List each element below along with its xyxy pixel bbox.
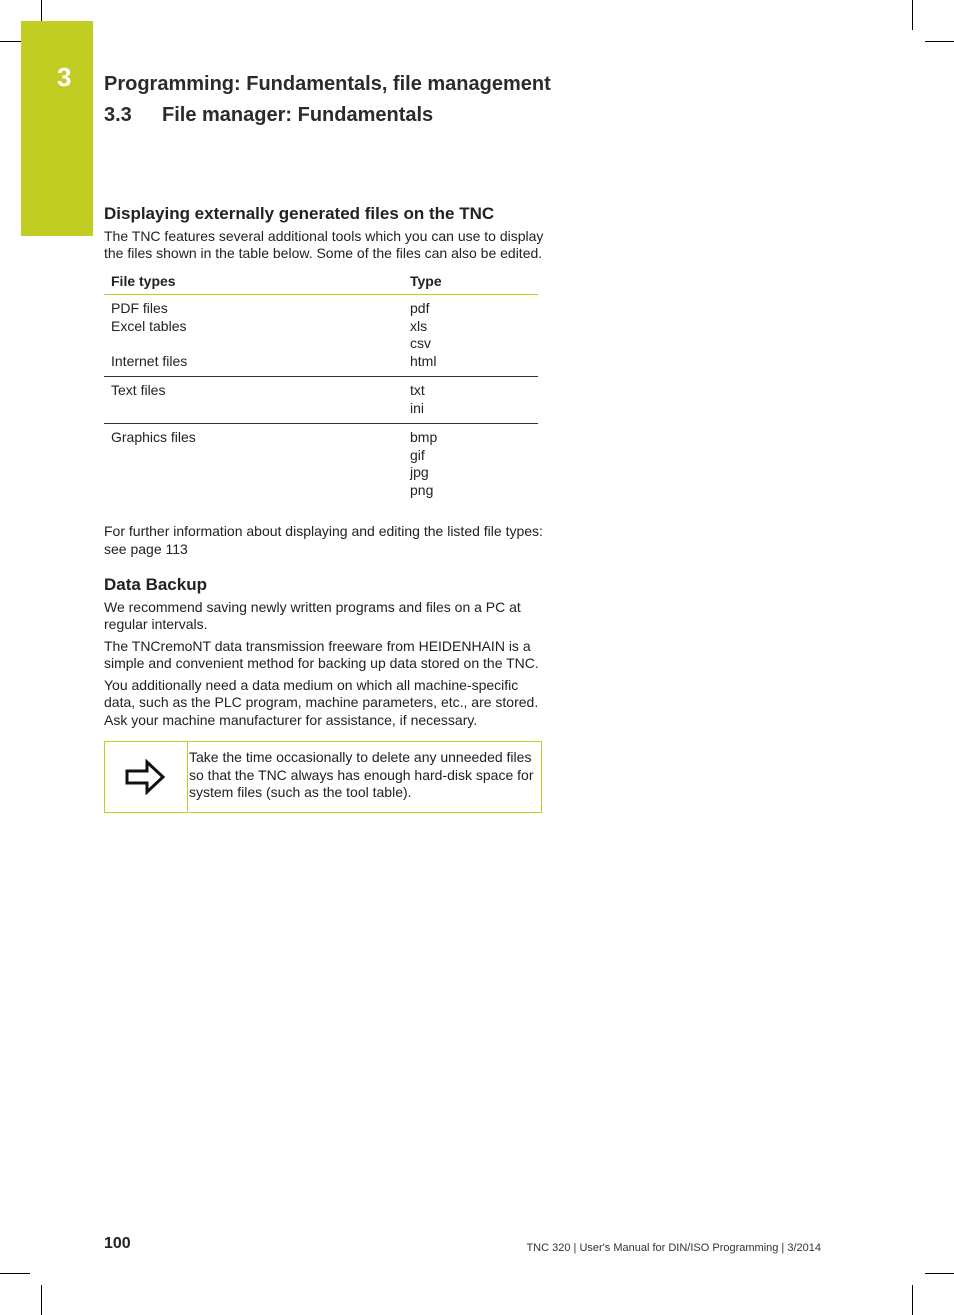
crop-mark <box>912 1285 913 1315</box>
chapter-title: Programming: Fundamentals, file management <box>104 73 551 95</box>
chapter-number: 3 <box>57 62 72 92</box>
crop-mark <box>912 0 913 30</box>
section-title <box>104 104 433 127</box>
file-extension: pdf <box>410 300 430 316</box>
display-intro: The TNC features several additional tools which you can use to display the files shown in the table below. Some of the files can also be edited. <box>104 227 544 261</box>
file-extension: csv <box>410 335 431 351</box>
file-extension: png <box>410 481 434 498</box>
backup-heading: Data Backup <box>104 575 207 594</box>
backup-paragraph-1: We recommend saving newly written programs and files on a PC at regular intervals. <box>104 598 521 632</box>
arrow-right-icon <box>104 741 188 813</box>
backup-paragraph-3: You additionally need a data medium on which all machine-specific data, such as the PLC program, machine parameters, etc., are stored. Ask your machine manufacturer for assistance, if necessary. <box>104 676 539 728</box>
crop-mark <box>925 1273 954 1274</box>
crop-mark <box>925 41 954 42</box>
extension-cell <box>403 295 538 377</box>
page-number: 100 <box>104 1235 131 1252</box>
file-type-label: Text files <box>111 382 166 398</box>
file-type-label: Graphics files <box>111 429 196 445</box>
file-extension: html <box>410 352 437 369</box>
file-extension: gif <box>410 446 425 463</box>
file-type-label: Excel tables <box>111 317 187 334</box>
file-type-label: PDF files <box>111 300 168 316</box>
chapter-tab <box>21 21 93 236</box>
file-extension: bmp <box>410 429 438 445</box>
crop-mark <box>41 1285 42 1315</box>
file-extension: txt <box>410 382 425 398</box>
table-header-file-types: File types <box>104 269 403 295</box>
crop-mark <box>41 0 42 21</box>
footer-text: TNC 320 | User's Manual for DIN/ISO Programming | 3/2014 <box>526 1242 821 1254</box>
file-type-cell <box>104 424 403 506</box>
extension-cell <box>403 424 538 506</box>
file-types-table <box>104 269 538 506</box>
further-info: For further information about displaying and editing the listed file types: see page 113 <box>104 523 543 557</box>
file-type-label: Internet files <box>111 352 188 369</box>
table-header-type: Type <box>403 269 538 295</box>
backup-paragraph-2: The TNCremoNT data transmission freeware from HEIDENHAIN is a simple and convenient method for backing up data stored on the TNC. <box>104 637 539 671</box>
file-extension: jpg <box>410 464 429 480</box>
extension-cell <box>403 377 538 424</box>
tip-note <box>104 741 542 813</box>
file-extension: xls <box>410 317 428 334</box>
table-row <box>104 377 538 424</box>
file-type-cell <box>104 295 403 377</box>
table-header-row <box>104 269 538 295</box>
table-row <box>104 424 538 506</box>
display-heading: Displaying externally generated files on the TNC <box>104 204 495 223</box>
section-name: File manager: Fundamentals <box>162 104 434 126</box>
crop-mark <box>0 1273 30 1274</box>
file-type-cell <box>104 377 403 424</box>
file-extension: ini <box>410 399 425 416</box>
tip-text: Take the time occasionally to delete any unneeded files so that the TNC always has enough hard-disk space for system files (such as the tool table). <box>189 741 542 813</box>
section-number: 3.3 <box>104 104 132 126</box>
table-row <box>104 295 538 377</box>
crop-mark <box>0 41 21 42</box>
page-content <box>104 205 544 813</box>
file-type-label <box>111 335 396 353</box>
